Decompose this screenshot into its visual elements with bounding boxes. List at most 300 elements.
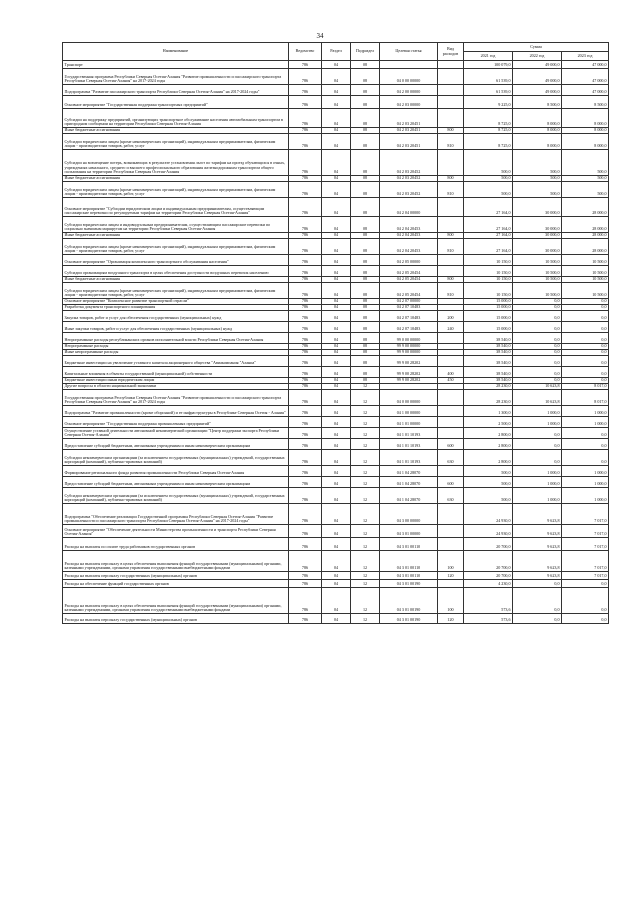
cell-target: 04 2 05 20454 [380, 283, 438, 299]
cell-year-2023: 0,0 [562, 344, 609, 350]
cell-year-2021: 573,6 [464, 588, 513, 614]
cell-year-2022: 9 623,8 [513, 551, 562, 572]
cell-year-2022: 10 500,0 [513, 283, 562, 299]
cell-year-2023: 0,0 [562, 322, 609, 333]
cell-year-2022: 8 500,0 [513, 96, 562, 109]
cell-target: 04 2 03 20452 [380, 182, 438, 198]
cell-name: Иные непрограммные расходы [63, 350, 289, 356]
cell-subsection: 08 [351, 299, 380, 305]
cell-year-2022: 0,0 [513, 428, 562, 439]
cell-name: Субсидии некоммерческим организациям (за исключением государственных (муниципальных) учреждений, государственных корпораций (компаний), публично-правовых компаний) [63, 488, 289, 504]
cell-section: 04 [322, 305, 351, 311]
cell-year-2021: 27 164,0 [464, 239, 513, 255]
cell-year-2022: 1 000,0 [513, 488, 562, 504]
cell-section: 04 [322, 128, 351, 134]
cell-subsection: 12 [351, 406, 380, 417]
cell-name: Иные закупки товаров, работ и услуг для обеспечения государственных (муниципальных) нужд [63, 322, 289, 333]
cell-target: 04 2 04 00000 [380, 198, 438, 217]
cell-target: 04 3 01 00000 [380, 525, 438, 538]
cell-name: Подпрограмма "Развитие пассажирского транспорта Республики Северная Осетия-Алания" на 2017-2024 годы" [63, 85, 289, 96]
cell-target: 04 1 01 00000 [380, 417, 438, 428]
cell-year-2022: 500,0 [513, 182, 562, 198]
cell-department: 786 [289, 305, 322, 311]
cell-year-2023: 1 000,0 [562, 417, 609, 428]
cell-section: 04 [322, 134, 351, 150]
header-sum: Сумма [464, 43, 609, 52]
cell-year-2021: 10 150,0 [464, 255, 513, 266]
cell-section: 04 [322, 406, 351, 417]
header-year-2023: 2023 год [562, 52, 609, 61]
table-row [63, 356, 609, 367]
cell-year-2021: 9 225,0 [464, 96, 513, 109]
cell-year-2022: 30 000,0 [513, 239, 562, 255]
cell-year-2023: 0,0 [562, 580, 609, 588]
cell-department: 786 [289, 233, 322, 239]
cell-year-2021: 28 230,0 [464, 390, 513, 406]
cell-department: 786 [289, 538, 322, 551]
cell-expense-type: 810 [438, 182, 464, 198]
cell-year-2022: 9 623,8 [513, 525, 562, 538]
cell-year-2021: 500,0 [464, 466, 513, 477]
table-row [63, 217, 609, 233]
cell-year-2023: 10 500,0 [562, 277, 609, 283]
table-row [63, 255, 609, 266]
cell-expense-type: 810 [438, 134, 464, 150]
cell-department: 786 [289, 176, 322, 182]
cell-target: 99 9 00 28202 [380, 367, 438, 378]
cell-expense-type: 240 [438, 322, 464, 333]
cell-subsection: 12 [351, 450, 380, 466]
cell-year-2021: 38 540,0 [464, 378, 513, 384]
cell-target: 99 0 00 00000 [380, 333, 438, 344]
cell-subsection: 08 [351, 198, 380, 217]
cell-subsection: 12 [351, 417, 380, 428]
cell-year-2022: 9 623,8 [513, 572, 562, 580]
cell-year-2022: 0,0 [513, 378, 562, 384]
cell-year-2021: 24 930,0 [464, 525, 513, 538]
cell-subsection: 12 [351, 504, 380, 525]
cell-section: 04 [322, 378, 351, 384]
cell-year-2021: 38 540,0 [464, 356, 513, 367]
table-row [63, 406, 609, 417]
cell-target: 04 1 00 00000 [380, 406, 438, 417]
table-row [63, 450, 609, 466]
header-subsection: Подраздел [351, 43, 380, 61]
cell-year-2021: 8 725,0 [464, 128, 513, 134]
cell-target: 04 3 01 00110 [380, 538, 438, 551]
cell-department: 786 [289, 356, 322, 367]
cell-subsection: 08 [351, 344, 380, 350]
cell-year-2023: 500,0 [562, 150, 609, 176]
cell-expense-type: 800 [438, 176, 464, 182]
cell-department: 786 [289, 333, 322, 344]
cell-department: 786 [289, 277, 322, 283]
cell-expense-type: 120 [438, 614, 464, 624]
cell-expense-type [438, 85, 464, 96]
cell-year-2023: 0,0 [562, 428, 609, 439]
cell-subsection: 12 [351, 384, 380, 390]
cell-department: 786 [289, 128, 322, 134]
cell-subsection: 12 [351, 477, 380, 488]
cell-year-2022: 0,0 [513, 356, 562, 367]
cell-year-2022: 10 500,0 [513, 255, 562, 266]
cell-subsection: 12 [351, 390, 380, 406]
cell-name: Формирование регионального фонда развития промышленности Республики Северная Осетия-Алания [63, 466, 289, 477]
cell-name: Иные бюджетные ассигнования [63, 277, 289, 283]
table-row [63, 477, 609, 488]
table-row [63, 504, 609, 525]
cell-year-2022: 30 000,0 [513, 198, 562, 217]
cell-year-2023: 7 017,0 [562, 525, 609, 538]
cell-year-2023: 28 000,0 [562, 239, 609, 255]
cell-year-2023: 7 017,0 [562, 504, 609, 525]
cell-year-2021: 15 000,0 [464, 322, 513, 333]
table-row [63, 239, 609, 255]
cell-subsection: 12 [351, 614, 380, 624]
cell-year-2023: 7 017,0 [562, 538, 609, 551]
table-row [63, 198, 609, 217]
cell-year-2022: 10 500,0 [513, 277, 562, 283]
cell-year-2022: 0,0 [513, 439, 562, 450]
cell-target: 04 2 00 00000 [380, 85, 438, 96]
cell-year-2022: 1 000,0 [513, 477, 562, 488]
cell-subsection: 08 [351, 356, 380, 367]
table-row [63, 322, 609, 333]
cell-name: Бюджетные инвестиции на увеличение уставного капитала акционерного общества "Авиакомпания "Аланиа" [63, 356, 289, 367]
cell-department: 786 [289, 61, 322, 69]
cell-target: 04 2 03 20451 [380, 134, 438, 150]
table-row [63, 488, 609, 504]
cell-name: Разработка документа транспортного планирования [63, 305, 289, 311]
cell-name: Расходы на выплаты персоналу в целях обеспечения выполнения функций государственными (муниципальными) органами, казенными учреждениями, органами управления государственными внебюджетными фондами [63, 588, 289, 614]
cell-expense-type: 800 [438, 128, 464, 134]
cell-year-2021: 100 079,0 [464, 61, 513, 69]
cell-target: 04 2 03 20452 [380, 176, 438, 182]
cell-subsection: 12 [351, 572, 380, 580]
cell-name: Иные бюджетные ассигнования [63, 176, 289, 182]
cell-year-2021: 27 164,0 [464, 198, 513, 217]
cell-year-2023: 28 000,0 [562, 198, 609, 217]
cell-year-2023: 500,0 [562, 182, 609, 198]
cell-target: 04 2 05 20454 [380, 266, 438, 277]
cell-section: 04 [322, 176, 351, 182]
table-row [63, 85, 609, 96]
cell-expense-type [438, 333, 464, 344]
cell-year-2022: 0,0 [513, 614, 562, 624]
cell-name: Предоставление субсидий бюджетным, автономным учреждениям и иным некоммерческим организациям [63, 439, 289, 450]
cell-expense-type [438, 428, 464, 439]
cell-year-2022: 0,0 [513, 450, 562, 466]
cell-year-2022: 10 623,8 [513, 384, 562, 390]
cell-year-2021: 10 150,0 [464, 266, 513, 277]
cell-name: Субсидии юридическим лицам (кроме некоммерческих организаций), индивидуальным предпринимателям, физическим лицам - производителям товаров, работ, услуг [63, 182, 289, 198]
cell-year-2021: 38 540,0 [464, 344, 513, 350]
cell-target: 04 2 07 00000 [380, 299, 438, 305]
cell-target: 99 9 00 28202 [380, 378, 438, 384]
cell-subsection: 12 [351, 488, 380, 504]
cell-year-2023: 28 000,0 [562, 233, 609, 239]
cell-target: 04 2 04 20453 [380, 239, 438, 255]
cell-department: 786 [289, 580, 322, 588]
cell-department: 786 [289, 150, 322, 176]
cell-target: 04 1 04 28070 [380, 488, 438, 504]
cell-subsection: 12 [351, 538, 380, 551]
cell-target: 99 9 00 28202 [380, 356, 438, 367]
cell-subsection: 08 [351, 255, 380, 266]
cell-target: 04 2 03 20451 [380, 109, 438, 128]
cell-section: 04 [322, 239, 351, 255]
cell-name: Предоставление субсидий бюджетным, автономным учреждениям и иным некоммерческим организациям [63, 477, 289, 488]
cell-expense-type: 600 [438, 477, 464, 488]
table-row [63, 439, 609, 450]
cell-year-2021: 20 700,0 [464, 572, 513, 580]
cell-year-2022: 0,0 [513, 588, 562, 614]
cell-year-2022: 10 623,8 [513, 390, 562, 406]
cell-subsection: 08 [351, 283, 380, 299]
cell-target: 04 2 04 20453 [380, 217, 438, 233]
cell-section: 04 [322, 333, 351, 344]
cell-department: 786 [289, 390, 322, 406]
cell-year-2023: 10 500,0 [562, 283, 609, 299]
cell-expense-type: 800 [438, 277, 464, 283]
cell-department: 786 [289, 450, 322, 466]
cell-year-2021: 15 000,0 [464, 311, 513, 322]
cell-subsection: 08 [351, 333, 380, 344]
cell-section: 04 [322, 322, 351, 333]
cell-subsection: 12 [351, 588, 380, 614]
cell-target: 99 9 00 00000 [380, 350, 438, 356]
cell-year-2022: 500,0 [513, 176, 562, 182]
cell-department: 786 [289, 477, 322, 488]
cell-year-2022: 9 623,8 [513, 504, 562, 525]
cell-year-2023: 7 017,0 [562, 551, 609, 572]
cell-section: 04 [322, 198, 351, 217]
cell-expense-type: 810 [438, 283, 464, 299]
cell-target: 04 2 03 20451 [380, 128, 438, 134]
cell-year-2022: 1 000,0 [513, 406, 562, 417]
cell-year-2021: 10 150,0 [464, 283, 513, 299]
cell-subsection: 12 [351, 525, 380, 538]
cell-target: 04 3 01 00110 [380, 572, 438, 580]
cell-section: 04 [322, 367, 351, 378]
table-header [63, 43, 609, 61]
cell-year-2023: 500,0 [562, 176, 609, 182]
cell-department: 786 [289, 69, 322, 85]
cell-name: Иные бюджетные ассигнования [63, 128, 289, 134]
cell-target: 04 2 07 10483 [380, 305, 438, 311]
cell-department: 786 [289, 406, 322, 417]
cell-year-2023: 0,0 [562, 350, 609, 356]
cell-department: 786 [289, 283, 322, 299]
cell-section: 04 [322, 85, 351, 96]
cell-year-2022: 49 000,0 [513, 69, 562, 85]
cell-department: 786 [289, 109, 322, 128]
cell-year-2021: 27 164,0 [464, 217, 513, 233]
cell-year-2023: 8 017,0 [562, 384, 609, 390]
cell-year-2022: 0,0 [513, 580, 562, 588]
cell-department: 786 [289, 384, 322, 390]
cell-year-2021: 20 700,0 [464, 551, 513, 572]
cell-year-2022: 0,0 [513, 299, 562, 305]
cell-expense-type [438, 69, 464, 85]
cell-year-2023: 8 000,0 [562, 134, 609, 150]
cell-year-2023: 47 000,0 [562, 85, 609, 96]
cell-target: 04 2 05 00000 [380, 255, 438, 266]
cell-expense-type [438, 406, 464, 417]
cell-year-2023: 0,0 [562, 439, 609, 450]
cell-name: Осуществление уставной деятельности автономной некоммерческой организации "Центр поддержки экспорта Республики Северная Осетия-Алания" [63, 428, 289, 439]
cell-year-2021: 28 230,0 [464, 384, 513, 390]
cell-year-2022: 0,0 [513, 367, 562, 378]
cell-expense-type [438, 504, 464, 525]
cell-department: 786 [289, 255, 322, 266]
cell-expense-type [438, 356, 464, 367]
cell-department: 786 [289, 525, 322, 538]
cell-expense-type: 100 [438, 588, 464, 614]
cell-year-2022: 30 000,0 [513, 233, 562, 239]
cell-expense-type: 400 [438, 367, 464, 378]
cell-target: 04 1 01 10193 [380, 439, 438, 450]
table-row [63, 525, 609, 538]
cell-section: 04 [322, 417, 351, 428]
cell-section: 04 [322, 96, 351, 109]
table-row [63, 61, 609, 69]
cell-year-2021: 20 700,0 [464, 538, 513, 551]
cell-expense-type [438, 217, 464, 233]
cell-department: 786 [289, 466, 322, 477]
cell-year-2023: 8 000,0 [562, 109, 609, 128]
cell-name: Субсидии юридическим лицам (кроме некоммерческих организаций), индивидуальным предпринимателям, физическим лицам - производителям товаров, работ, услуг [63, 283, 289, 299]
cell-section: 04 [322, 350, 351, 356]
cell-department: 786 [289, 239, 322, 255]
cell-subsection: 08 [351, 266, 380, 277]
cell-target: 04 2 04 20453 [380, 233, 438, 239]
cell-year-2022: 0,0 [513, 333, 562, 344]
cell-name: Основное мероприятие "Комплексное развитие транспортной отрасли" [63, 299, 289, 305]
cell-section: 04 [322, 283, 351, 299]
cell-department: 786 [289, 322, 322, 333]
cell-year-2021: 15 000,0 [464, 299, 513, 305]
cell-target: 04 0 00 00000 [380, 69, 438, 85]
cell-name: Расходы на выплаты по оплате труда работников государственных органов [63, 538, 289, 551]
cell-expense-type: 450 [438, 378, 464, 384]
table-row [63, 417, 609, 428]
cell-year-2023: 7 017,0 [562, 572, 609, 580]
cell-section: 04 [322, 233, 351, 239]
cell-department: 786 [289, 614, 322, 624]
cell-year-2021: 500,0 [464, 176, 513, 182]
cell-expense-type [438, 150, 464, 176]
cell-section: 04 [322, 428, 351, 439]
cell-subsection: 08 [351, 350, 380, 356]
cell-subsection: 08 [351, 378, 380, 384]
cell-subsection: 08 [351, 109, 380, 128]
cell-expense-type: 200 [438, 311, 464, 322]
table-row [63, 311, 609, 322]
header-expense-type: Вид расходов [438, 43, 464, 61]
cell-year-2023: 0,0 [562, 299, 609, 305]
cell-target: 04 2 03 00000 [380, 96, 438, 109]
cell-year-2023: 0,0 [562, 378, 609, 384]
table-row [63, 572, 609, 580]
cell-expense-type [438, 417, 464, 428]
cell-subsection: 12 [351, 439, 380, 450]
cell-name: Другие вопросы в области национальной экономики [63, 384, 289, 390]
cell-expense-type: 120 [438, 572, 464, 580]
cell-section: 04 [322, 488, 351, 504]
cell-subsection: 08 [351, 61, 380, 69]
cell-name: Субсидии на возмещение потерь, возникающих в результате установления льгот по тарифам на проезд обучающихся в очных, учреждениях начального, среднего и высшего профессионального образования железнодорожным транспортом общего пользования на территории Республики Северная Осетия-Алания [63, 150, 289, 176]
cell-department: 786 [289, 588, 322, 614]
cell-subsection: 08 [351, 305, 380, 311]
cell-year-2021: 2 800,0 [464, 439, 513, 450]
cell-department: 786 [289, 367, 322, 378]
cell-year-2021: 38 540,0 [464, 333, 513, 344]
table-row [63, 538, 609, 551]
cell-subsection: 08 [351, 217, 380, 233]
cell-section: 04 [322, 217, 351, 233]
cell-department: 786 [289, 428, 322, 439]
cell-name: Расходы на обеспечение функций государственных органов [63, 580, 289, 588]
cell-year-2022: 30 000,0 [513, 217, 562, 233]
cell-section: 04 [322, 588, 351, 614]
table-row [63, 69, 609, 85]
cell-section: 04 [322, 477, 351, 488]
cell-department: 786 [289, 96, 322, 109]
cell-year-2022: 8 000,0 [513, 134, 562, 150]
cell-department: 786 [289, 217, 322, 233]
cell-target [380, 61, 438, 69]
cell-year-2021: 4 230,0 [464, 580, 513, 588]
table-row [63, 134, 609, 150]
cell-department: 786 [289, 551, 322, 572]
cell-section: 04 [322, 61, 351, 69]
cell-subsection: 08 [351, 176, 380, 182]
cell-name: Расходы на выплаты персоналу государственных (муниципальных) органов [63, 572, 289, 580]
table-row [63, 283, 609, 299]
table-row [63, 333, 609, 344]
cell-expense-type [438, 580, 464, 588]
cell-section: 04 [322, 538, 351, 551]
cell-name: Субсидии некоммерческим организациям (за исключением государственных (муниципальных) учреждений, государственных корпораций (компаний), публично-правовых компаний) [63, 450, 289, 466]
cell-section: 04 [322, 614, 351, 624]
cell-year-2023: 0,0 [562, 305, 609, 311]
cell-section: 04 [322, 580, 351, 588]
cell-year-2023: 1 000,0 [562, 488, 609, 504]
cell-year-2022: 500,0 [513, 150, 562, 176]
cell-name: Государственная программа Республики Северная Осетия-Алания "Развитие промышленности и пассажирского транспорта Республики Северная Осетия-Алания" на 2017-2024 годы [63, 69, 289, 85]
cell-section: 04 [322, 277, 351, 283]
cell-year-2021: 24 930,0 [464, 504, 513, 525]
cell-subsection: 08 [351, 182, 380, 198]
cell-year-2023: 1 000,0 [562, 406, 609, 417]
cell-year-2023: 47 000,0 [562, 69, 609, 85]
cell-department: 786 [289, 198, 322, 217]
cell-section: 04 [322, 466, 351, 477]
cell-year-2022: 1 000,0 [513, 466, 562, 477]
header-section: Раздел [322, 43, 351, 61]
cell-expense-type [438, 255, 464, 266]
cell-department: 786 [289, 417, 322, 428]
cell-target: 04 1 04 28070 [380, 466, 438, 477]
cell-expense-type [438, 61, 464, 69]
cell-year-2023: 0,0 [562, 614, 609, 624]
cell-subsection: 08 [351, 239, 380, 255]
cell-section: 04 [322, 109, 351, 128]
cell-expense-type [438, 390, 464, 406]
table-row [63, 551, 609, 572]
cell-expense-type: 630 [438, 450, 464, 466]
